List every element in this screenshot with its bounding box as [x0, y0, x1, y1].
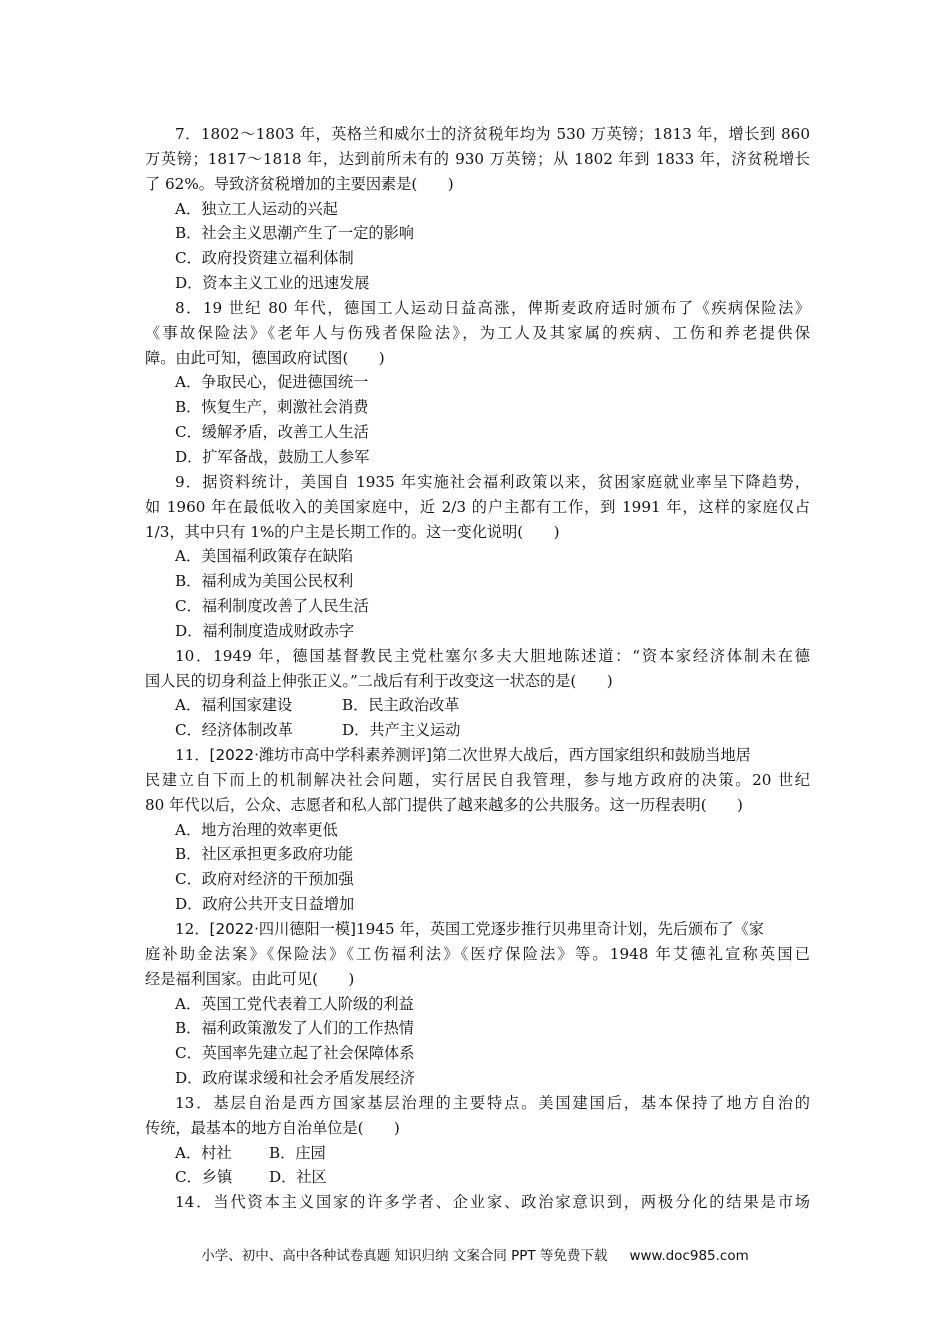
- question-text-line: 障。由此可知，德国政府试图( ): [145, 348, 385, 367]
- option-b: B．福利成为美国公民权利: [175, 572, 354, 591]
- question-text-line: 民建立自下而上的机制解决社会问题，实行居民自我管理，参与地方政府的决策。20 世纪: [145, 770, 810, 789]
- question-number: 12．: [175, 920, 210, 938]
- option-b: B．恢复生产，刺激社会消费: [175, 398, 369, 417]
- option-d: D．扩军备战，鼓励工人参军: [175, 447, 370, 466]
- question-14: [145, 1190, 810, 1215]
- question-9: [145, 470, 810, 644]
- option-a: A．争取民心，促进德国统一: [175, 373, 369, 392]
- option-d: D．政府谋求缓和社会矛盾发展经济: [175, 1069, 415, 1088]
- option-a: A．地方治理的效率更低: [175, 820, 338, 839]
- page-footer: [0, 1244, 950, 1264]
- question-12: [145, 917, 810, 1091]
- question-8: [145, 296, 810, 470]
- option-b: B．社会主义思潮产生了一定的影响: [175, 224, 414, 243]
- question-text-line: 10．1949 年，德国基督教民主党杜塞尔多夫大胆地陈述道：“资本家经济体制未在德: [175, 646, 810, 665]
- question-text-line: 1/3，其中只有 1%的户主是长期工作的。这一变化说明( ): [145, 522, 560, 541]
- question-text-line: 14．当代资本主义国家的许多学者、企业家、政治家意识到，两极分化的结果是市场: [175, 1193, 810, 1212]
- question-text-line: 庭补助金法案》《保险法》《工伤福利法》《医疗保险法》等。1948 年艾德礼宣称英国已: [145, 944, 810, 963]
- exam-page: [145, 122, 810, 1215]
- option-b: B．民主政治改革: [342, 696, 460, 715]
- option-a: A．福利国家建设: [175, 696, 293, 715]
- question-13: [145, 1091, 810, 1190]
- source-tag: [2022·潍坊市高中学科素养测评]: [209, 746, 432, 765]
- question-text-line: 9．据资料统计，美国自 1935 年实施社会福利政策以来，贫困家庭就业率呈下降趋势，: [175, 472, 810, 491]
- question-10: [145, 644, 810, 743]
- option-c: C．政府投资建立福利体制: [175, 249, 354, 268]
- option-c: C．缓解矛盾，改善工人生活: [175, 423, 369, 442]
- source-tag: [2022·四川德阳一模]: [209, 920, 356, 938]
- question-text-line: 13．基层自治是西方国家基层治理的主要特点。美国建国后，基本保持了地方自治的: [175, 1093, 810, 1112]
- option-c: C．福利制度改善了人民生活: [175, 597, 369, 616]
- option-b: B．社区承担更多政府功能: [175, 845, 354, 864]
- question-text-line: 80 年代以后，公众、志愿者和私人部门提供了越来越多的公共服务。这一历程表明( ): [145, 795, 743, 814]
- option-b: B．庄园: [269, 1143, 326, 1162]
- option-d: D．共产主义运动: [342, 721, 461, 740]
- option-a: A．独立工人运动的兴起: [175, 199, 338, 218]
- option-row: [145, 693, 810, 718]
- question-text-line: [145, 743, 810, 768]
- question-text-line: [145, 917, 810, 942]
- option-b: B．福利政策激发了人们的工作热情: [175, 1019, 414, 1038]
- option-row: [145, 718, 810, 743]
- question-text-line: 如 1960 年在最低收入的美国家庭中，近 2/3 的户主都有工作，到 1991 年，这样的家庭仅占: [145, 497, 810, 516]
- question-text-line: 经是福利国家。由此可见( ): [145, 969, 355, 988]
- option-a: A．英国工党代表着工人阶级的利益: [175, 994, 414, 1013]
- question-text: 第二次世界大战后，西方国家组织和鼓励当地居: [431, 746, 751, 765]
- question-text-line: 《事故保险法》《老年人与伤残者保险法》，为工人及其家属的疾病、工伤和养老提供保: [145, 323, 810, 342]
- option-d: D．政府公共开支日益增加: [175, 895, 355, 914]
- question-11: [145, 743, 810, 917]
- option-a: A．村社: [175, 1143, 232, 1162]
- question-text-line: 国人民的切身利益上伸张正义。”二战后有利于改变这一状态的是( ): [145, 671, 613, 690]
- option-c: C．英国率先建立起了社会保障体系: [175, 1044, 415, 1063]
- question-text: 1945 年，英国工党逐步推行贝弗里奇计划，先后颁布了《家: [355, 920, 764, 938]
- option-d: D．资本主义工业的迅速发展: [175, 274, 370, 293]
- option-c: C．乡镇: [175, 1168, 233, 1187]
- option-a: A．美国福利政策存在缺陷: [175, 547, 354, 566]
- question-text-line: 7．1802～1803 年，英格兰和威尔士的济贫税年均为 530 万英镑；1813 年，增长到 860: [175, 125, 810, 143]
- option-row: [145, 1141, 810, 1166]
- question-text-line: 传统，最基本的地方自治单位是( ): [145, 1118, 400, 1137]
- question-text-line: 万英镑；1817～1818 年，达到前所未有的 930 万英镑；从 1802 年到 1833 年，济贫税增长: [145, 149, 810, 168]
- option-row: [145, 1165, 810, 1190]
- question-text-line: 了 62%。导致济贫税增加的主要因素是( ): [145, 174, 454, 193]
- option-c: C．政府对经济的干预加强: [175, 870, 354, 889]
- question-number: 11．: [175, 746, 210, 765]
- question-text-line: 8．19 世纪 80 年代，德国工人运动日益高涨，俾斯麦政府适时颁布了《疾病保险法》: [175, 298, 810, 317]
- option-d: D．福利制度造成财政赤字: [175, 621, 355, 640]
- footer-link[interactable]: www.doc985.com: [629, 1248, 749, 1264]
- option-d: D．社区: [269, 1168, 327, 1187]
- option-c: C．经济体制改革: [175, 721, 293, 740]
- footer-text: 小学、初中、高中各种试卷真题 知识归纳 文案合同 PPT 等免费下载: [201, 1248, 608, 1264]
- question-7: [145, 122, 810, 296]
